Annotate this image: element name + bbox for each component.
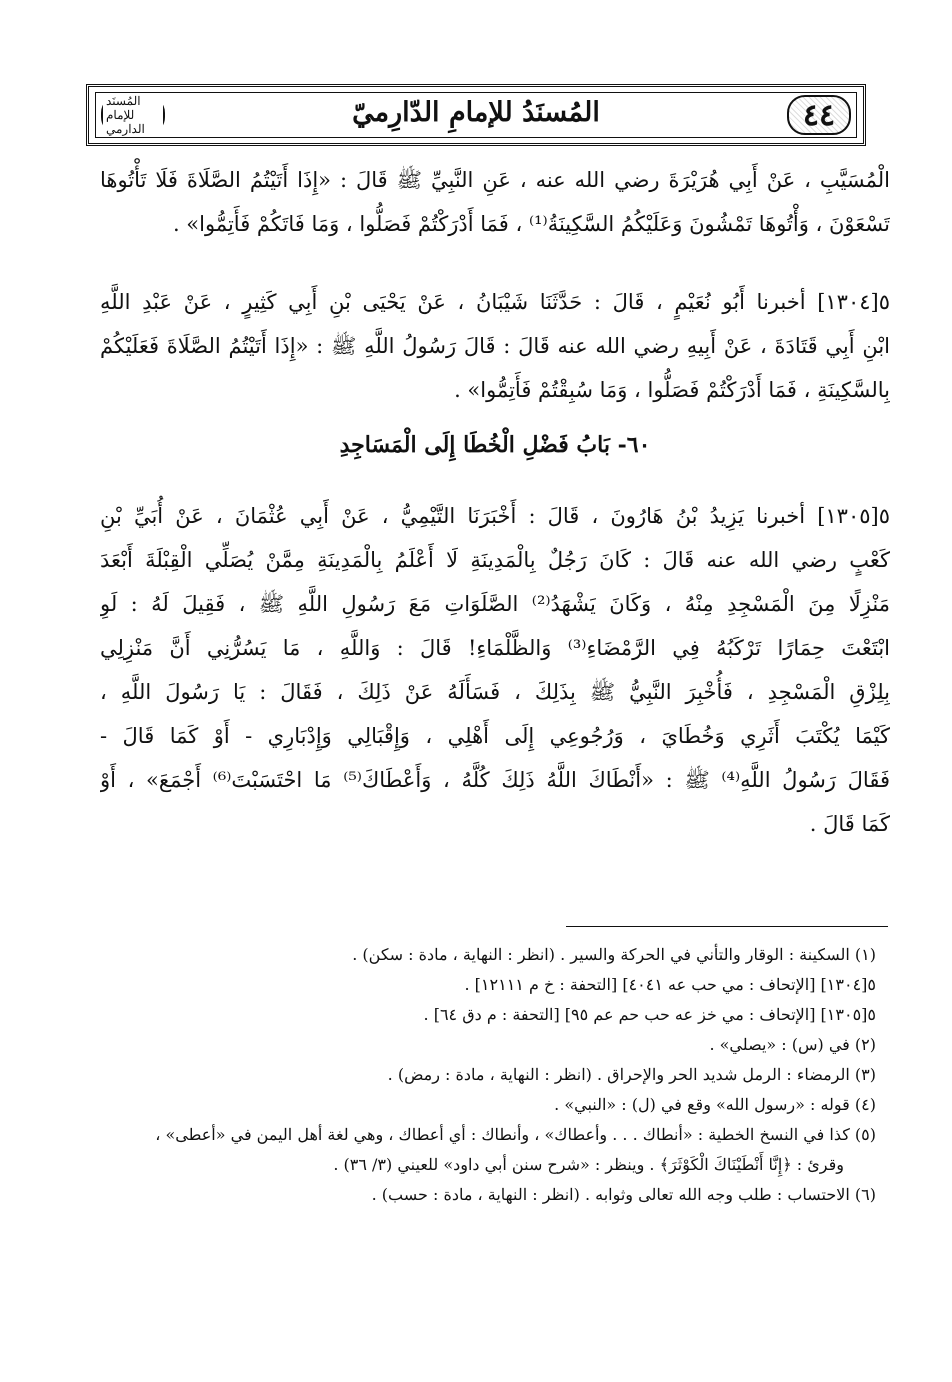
chapter-heading: ٦٠- بَابُ فَضْلِ الْخُطَا إِلَى الْمَسَاجِدِ xyxy=(339,432,651,458)
page-header xyxy=(86,84,866,146)
text-line: بِلِزْقِ الْمَسْجِدِ ، فَأُخْبِرَ النَّبِيُّ ﷺ بِذَلِكَ ، فَسَأَلَهُ عَنْ ذَلِكَ ، فَقَالَ : يَا رَسُولَ اللَّهِ ، xyxy=(100,680,890,704)
page-number: ٤٤ xyxy=(802,97,836,133)
text-line: ٥[١٣٠٥] أخبرنا يَزِيدُ بْنُ هَارُونَ ، قَالَ : أَخْبَرَنَا التَّيْمِيُّ ، عَنْ أَبِي عُثْمَانَ ، عَنْ أُبَيِّ بْنِ xyxy=(100,504,890,528)
hadith-1305 xyxy=(100,494,890,846)
text-line: كَعْبٍ رضي الله عنه قَالَ : كَانَ رَجُلٌ بِالْمَدِينَةِ لَا أَعْلَمُ بِالْمَدِينَةِ مِمَّنْ يُصَلِّي الْقِبْلَةَ أَبْعَدَ xyxy=(100,548,890,572)
text-line: الْمُسَيَّبِ ، عَنْ أَبِي هُرَيْرَةَ رضي الله عنه ، عَنِ النَّبِيِّ ﷺ قَالَ : «إِذَا أَتَيْتُمُ الصَّلَاةَ فَلَا تَأْتُوهَا xyxy=(100,168,890,192)
footnote: (٤) قوله : «رسول الله» وقع في (ل) : «النبي» . xyxy=(554,1095,876,1114)
footnote: (٢) في (س) : «يصلي» . xyxy=(709,1035,876,1054)
book-title: المُسنَدُ للإمامِ الدّارِميّ xyxy=(352,97,600,128)
emblem-text: المُسنَد للإمام الدارمي xyxy=(103,94,163,136)
text-line: ٥[١٣٠٤] أخبرنا أَبُو نُعَيْمٍ ، قَالَ : حَدَّثَنَا شَيْبَانُ ، عَنْ يَحْيَى بْنِ أَبِي كَثِيرٍ ، عَنْ عَبْدِ اللَّهِ xyxy=(100,290,890,314)
text-line: تَسْعَوْنَ ، وَأْتُوهَا تَمْشُونَ وَعَلَيْكُمُ السَّكِينَةُ⁽¹⁾ ، فَمَا أَدْرَكْتُمْ فَصَلُّوا ، وَمَا فَاتَكُمْ فَأَتِمُّوا» . xyxy=(172,212,890,236)
footnote: ٥[١٣٠٤] [الإتحاف : مي حب عه ٤٠٤١] [التحفة : خ م ١٢١١١] . xyxy=(464,975,876,994)
text-line: بِالسَّكِينَةِ ، فَمَا أَدْرَكْتُمْ فَصَلُّوا ، وَمَا سُبِقْتُمْ فَأَتِمُّوا» . xyxy=(454,378,890,402)
hadith-1304 xyxy=(100,280,890,412)
header-page-number-frame xyxy=(787,95,851,135)
text-line: ابْتَعْتَ حِمَارًا تَرْكَبُهُ فِي الرَّمْضَاءِ⁽³⁾ وَالظَّلْمَاءِ! قَالَ : وَاللَّهِ ، مَا يَسُرُّنِي أَنَّ مَنْزِلِي xyxy=(100,636,890,660)
hadith-1303-continuation xyxy=(100,158,890,246)
footnote: ٥[١٣٠٥] [الإتحاف : مي خز عه حب حم عم ٩٥] [التحفة : م دق ٦٤] . xyxy=(423,1005,876,1024)
text-line: كَمَا قَالَ . xyxy=(809,812,890,836)
text-line: ابْنِ أَبِي قَتَادَةَ ، عَنْ أَبِيهِ رضي الله عنه قَالَ : قَالَ رَسُولُ اللَّهِ ﷺ : «إِذَا أَتَيْتُمُ الصَّلَاةَ فَعَلَيْكُمْ xyxy=(100,334,890,358)
footnote: (١) السكينة : الوقار والتأني في الحركة والسير . (انظر : النهاية ، مادة : سكن) . xyxy=(352,945,876,964)
text-line: مَنْزِلًا مِنَ الْمَسْجِدِ مِنْهُ ، وَكَانَ يَشْهَدُ⁽²⁾ الصَّلَوَاتِ مَعَ رَسُولِ اللَّهِ ﷺ ، فَقِيلَ لَهُ : لَوِ xyxy=(100,592,890,616)
footnotes xyxy=(100,940,880,1210)
text-line: فَقَالَ رَسُولُ اللَّهِ⁽⁴⁾ ﷺ : «أَنْطَاكَ اللَّهُ ذَلِكَ كُلَّهُ ، وَأَعْطَاكَ⁽⁵⁾ مَا احْتَسَبْتَ⁽⁶⁾ أَجْمَعَ» ، أَوْ xyxy=(100,768,890,792)
footnote: (٣) الرمضاء : الرمل شديد الحر والإحراق . (انظر : النهاية ، مادة : رمض) . xyxy=(387,1065,876,1084)
text-line: كَيْمَا يُكْتَبَ أَثَرِي وَخُطَايَ ، وَرُجُوعِي إِلَى أَهْلِي ، وَإِقْبَالِي وَإِدْبَارِي - أَوْ كَمَا قَالَ - xyxy=(100,724,890,748)
footnote-continuation: وقرئ : ﴿إِنَّا أَنْطَيْنَاكَ الْكَوْثَرَ﴾ . وينظر : «شرح سنن أبي داود» للعيني (٣/ ٣٦) . xyxy=(333,1155,844,1174)
footnote-divider xyxy=(566,926,888,927)
footnote: (٥) كذا في النسخ الخطية : «أنطاك . . . وأعطاك» ، وأنطاك : أي أعطاك ، وهي لغة أهل اليمن في «أعطى» ، xyxy=(155,1125,876,1144)
footnote: (٦) الاحتساب : طلب وجه الله تعالى وثوابه . (انظر : النهاية ، مادة : حسب) . xyxy=(371,1185,876,1204)
